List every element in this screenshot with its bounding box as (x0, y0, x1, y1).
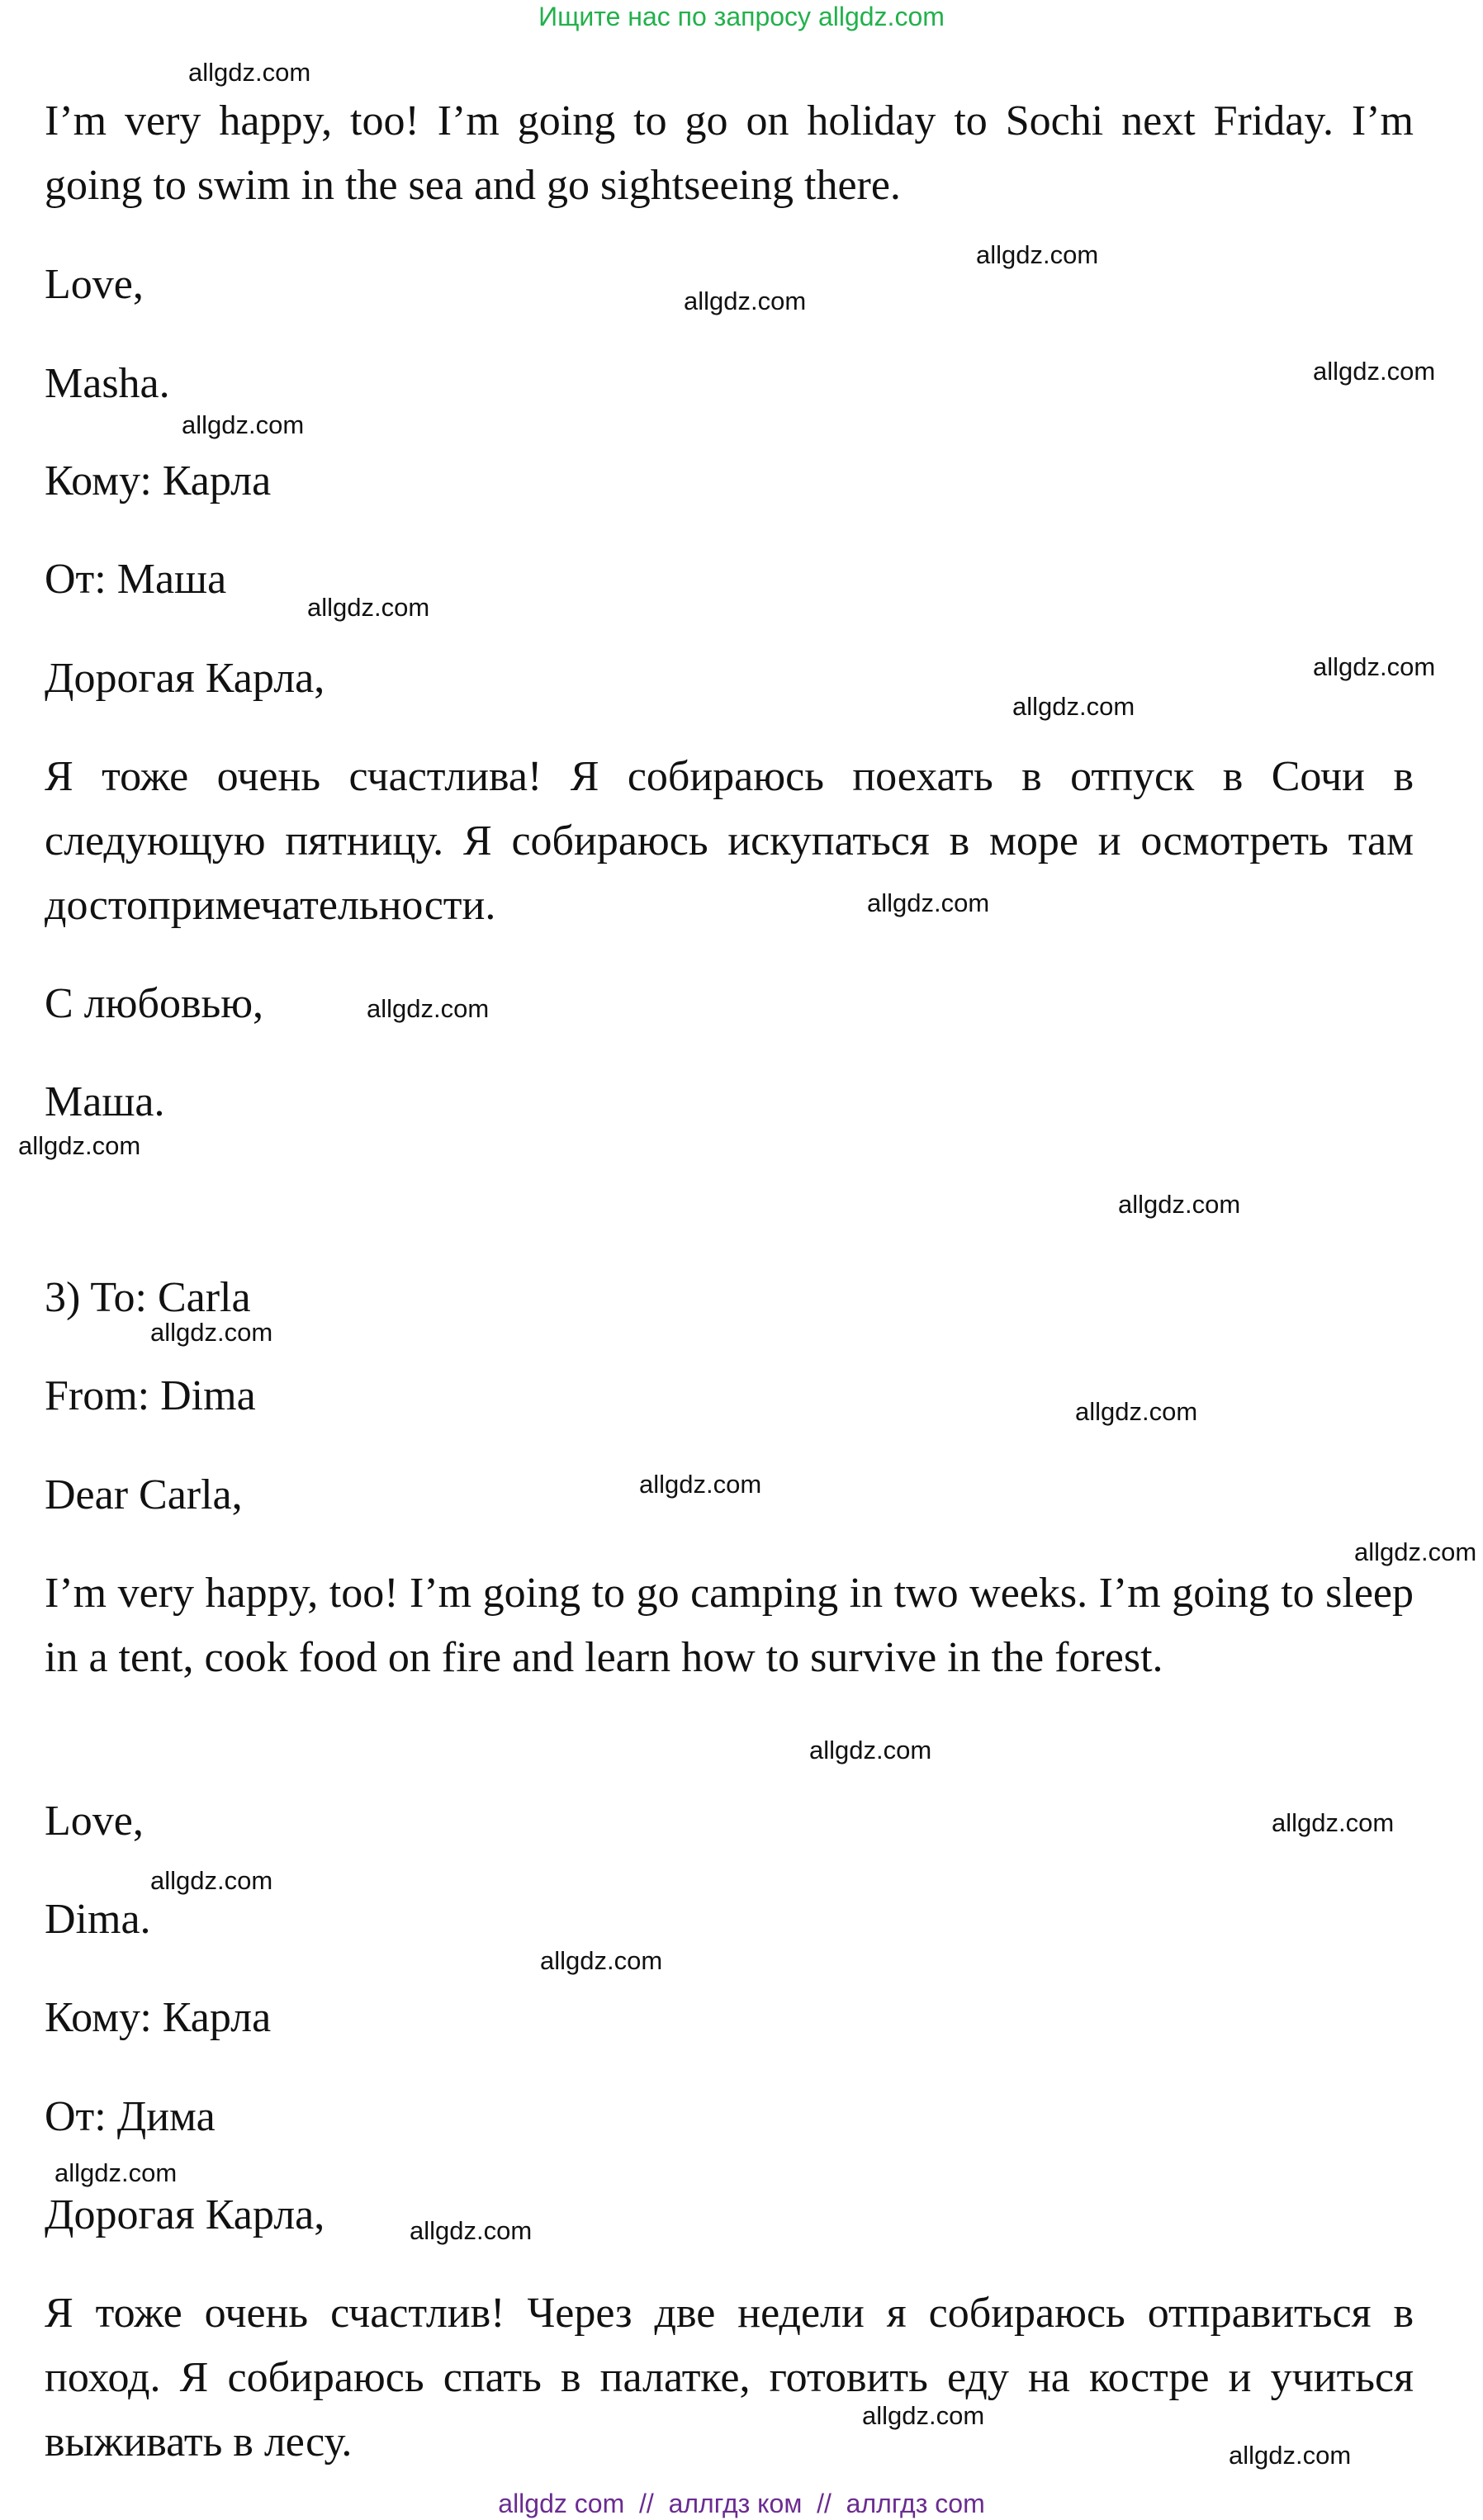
watermark: allgdz.com (862, 2401, 985, 2430)
letter-2-ru-closing: С любовью, (45, 980, 264, 1027)
letter-3-en-closing: Love, (45, 1798, 144, 1845)
watermark: allgdz.com (307, 593, 430, 622)
letter-2-ru-signature: Маша. (45, 1078, 165, 1125)
letter-2-en-signature: Masha. (45, 360, 170, 407)
watermark: allgdz.com (976, 240, 1099, 269)
letter-3-ru-to: Кому: Карла (45, 1994, 272, 2041)
watermark: allgdz.com (1313, 357, 1436, 386)
watermark: allgdz.com (1272, 1808, 1395, 1837)
watermark: allgdz.com (182, 410, 305, 439)
letter-3-en-from: From: Dima (45, 1372, 256, 1419)
letter-2-ru-to: Кому: Карла (45, 457, 272, 504)
letter-3-ru-body: Я тоже очень счастлив! Через две недели я собираюсь отправиться в поход. Я собираюсь спать в палатке, готовить еду на костре и учиться выживать в лесу. (45, 2290, 1414, 2466)
letter-2-en-body: I’m very happy, too! I’m going to go on holiday to Sochi next Friday. I’m going to swim in the sea and go sightseeing there. (45, 97, 1414, 209)
letter-3-en-greeting: Dear Carla, (45, 1471, 243, 1518)
watermark: allgdz.com (867, 888, 990, 917)
watermark: allgdz.com (150, 1318, 273, 1347)
watermark: allgdz.com (1075, 1397, 1198, 1426)
watermark: allgdz.com (188, 58, 311, 87)
watermark: allgdz.com (684, 287, 807, 315)
letter-2-en-closing: Love, (45, 261, 144, 308)
watermark: allgdz.com (54, 2158, 178, 2187)
letter-3-en-to: 3) To: Carla (45, 1274, 251, 1321)
watermark: allgdz.com (150, 1866, 273, 1895)
watermark: allgdz.com (18, 1131, 141, 1160)
watermark: allgdz.com (809, 1736, 932, 1764)
watermark: allgdz.com (1229, 2441, 1352, 2470)
watermark: allgdz.com (639, 1470, 762, 1499)
letter-3-ru-greeting: Дорогая Карла, (45, 2191, 325, 2238)
letter-2-ru-from: От: Маша (45, 556, 227, 603)
watermark: allgdz.com (540, 1946, 663, 1975)
watermark: allgdz.com (367, 994, 490, 1023)
letter-3-en-signature: Dima. (45, 1896, 151, 1943)
footer-links: allgdz com // аллгдз ком // аллгдз com (498, 2489, 985, 2518)
letter-2-ru-greeting: Дорогая Карла, (45, 655, 325, 702)
letter-2-ru-body: Я тоже очень счастлива! Я собираюсь поехать в отпуск в Сочи в следующую пятницу. Я собираюсь искупаться в море и осмотреть там достопримечательности. (45, 753, 1414, 929)
watermark: allgdz.com (1012, 692, 1135, 721)
search-banner: Ищите нас по запросу allgdz.com (538, 2, 945, 31)
watermark: allgdz.com (410, 2216, 533, 2245)
watermark: allgdz.com (1354, 1537, 1477, 1566)
letter-3-ru-from: От: Дима (45, 2093, 216, 2140)
watermark: allgdz.com (1118, 1190, 1241, 1219)
watermark: allgdz.com (1313, 652, 1436, 681)
letter-3-en-body: I’m very happy, too! I’m going to go camping in two weeks. I’m going to sleep in a tent, cook food on fire and learn how to survive in the forest. (45, 1570, 1414, 1681)
